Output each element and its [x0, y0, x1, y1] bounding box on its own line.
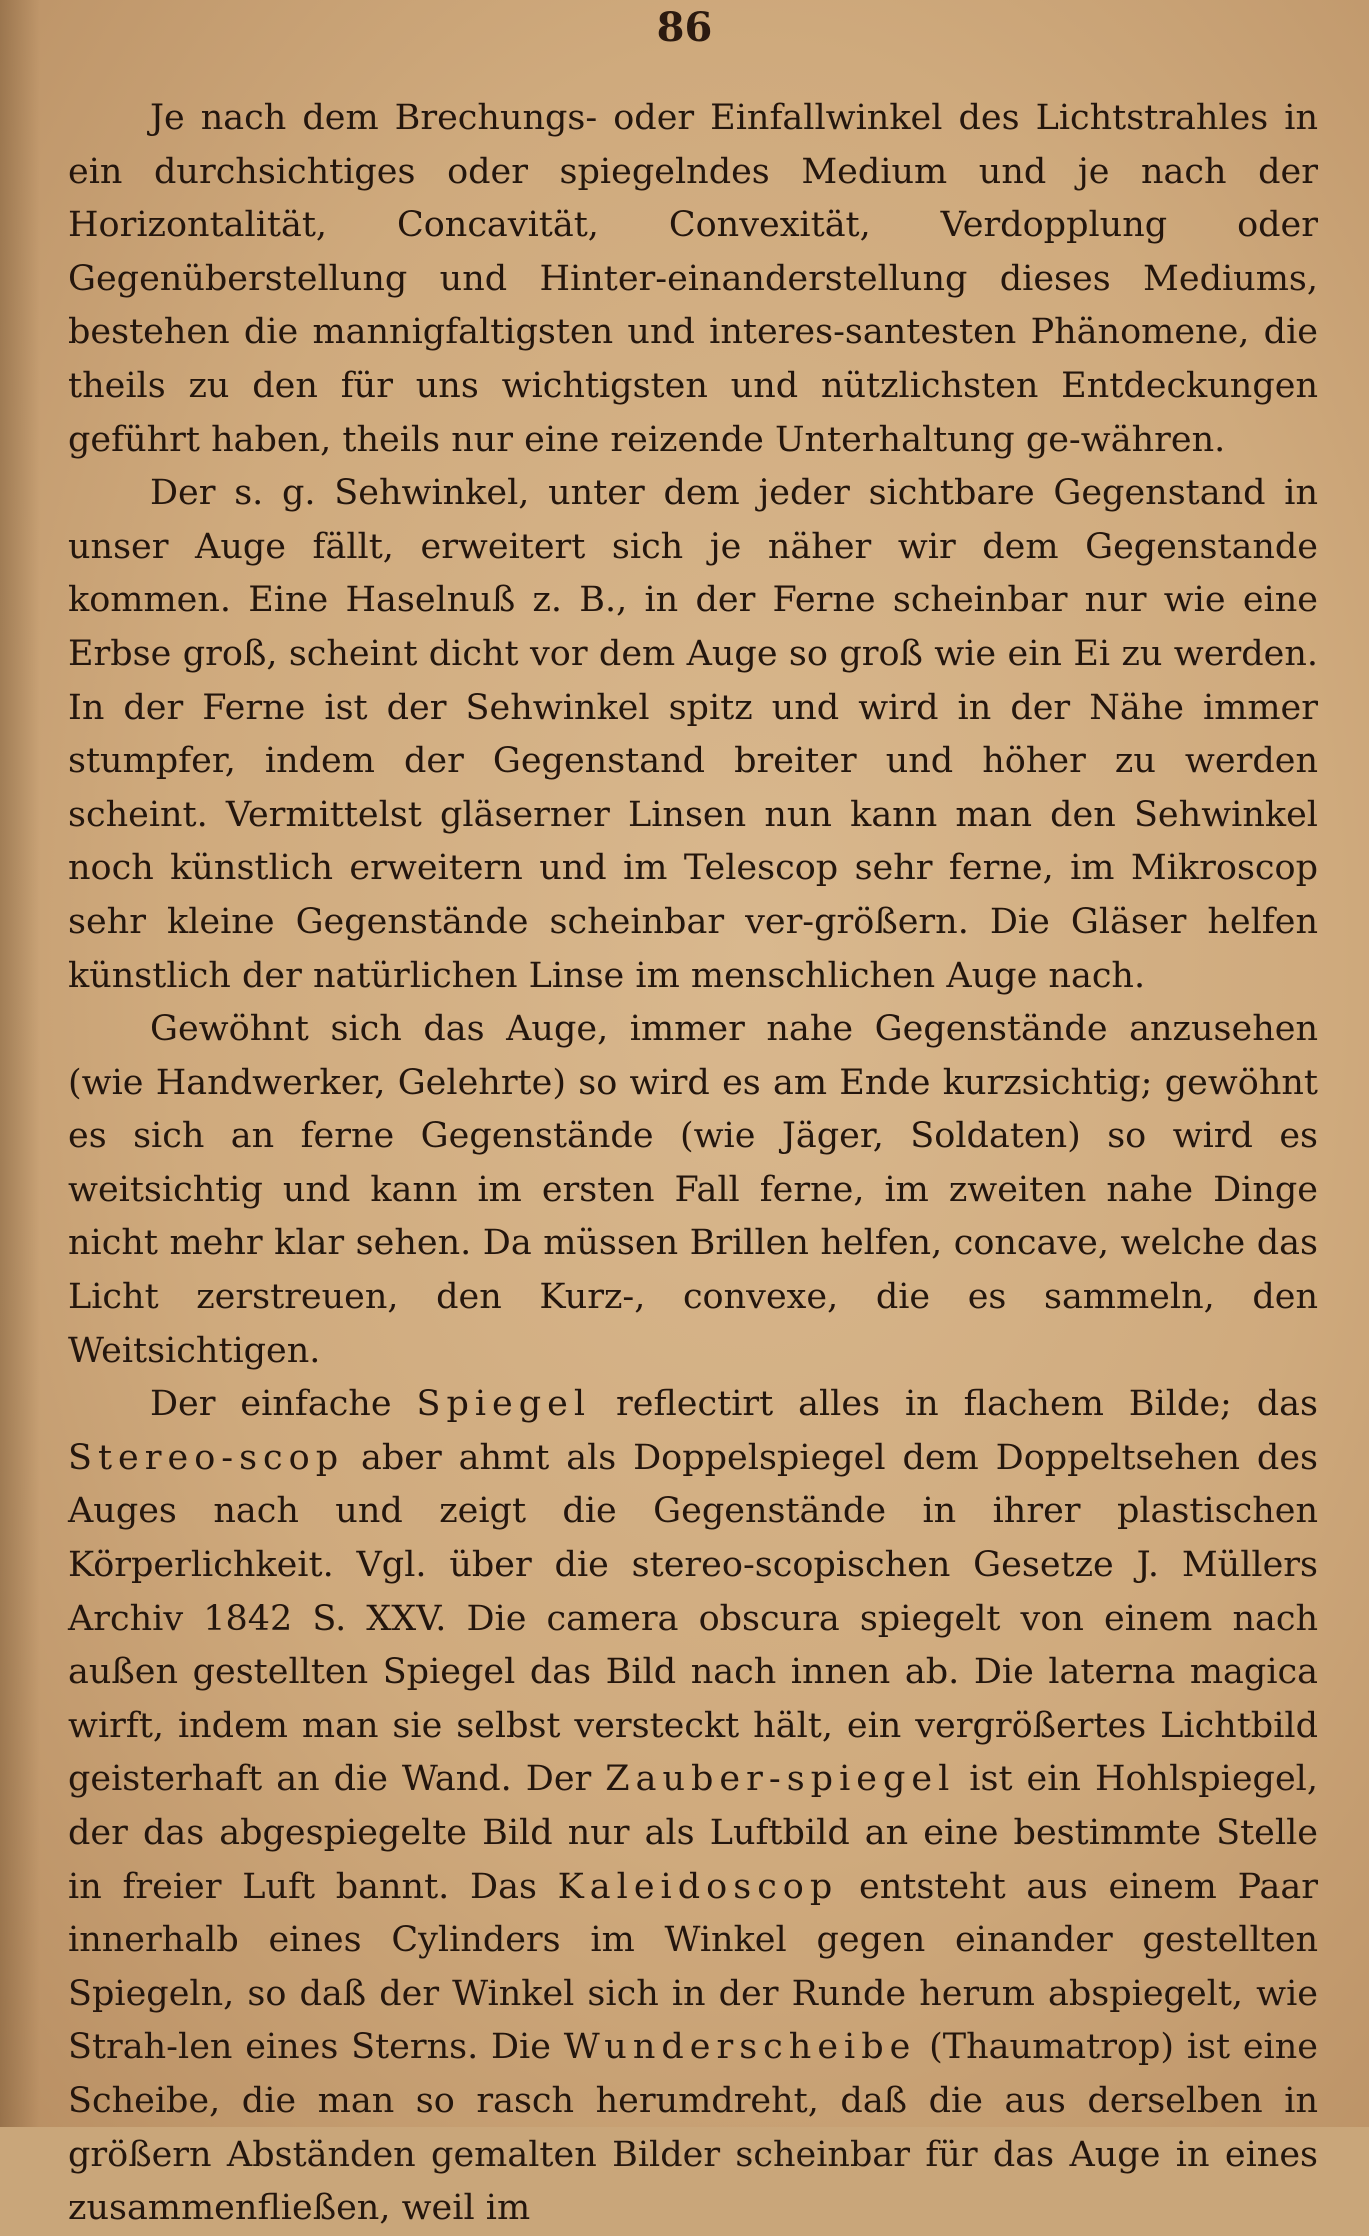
page-edge-shadow — [0, 0, 40, 2127]
paragraph-2: Der s. g. Sehwinkel, unter dem jeder sichtbare Gegenstand in unser Auge fällt, erweitert sich je näher wir dem Gegenstande kommen. Eine Haselnuß z. B., in der Ferne scheinbar nur wie eine Erbse groß, scheint dicht vor dem Auge so groß wie ein Ei zu werden. In der Ferne ist der Sehwinkel spitz und wird in der Nähe immer stumpfer, indem der Gegenstand breiter und höher zu werden scheint. Vermittelst gläserner Linsen nun kann man den Sehwinkel noch künstlich erweitern und im Telescop sehr ferne, im Mikroscop sehr kleine Gegenstände scheinbar ver-größern. Die Gläser helfen künstlich der natürlichen Linse im menschlichen Auge nach. — [68, 473, 1318, 996]
term-spiegel: Spiegel — [416, 1384, 592, 1425]
term-kaleidoscop: Kaleidoscop — [557, 1866, 839, 1907]
paragraph-1: Je nach dem Brechungs- oder Einfallwinkel des Lichtstrahles in ein durchsichtiges oder spiegelndes Medium und je nach der Horizontalität, Concavität, Convexität, Verdopplung oder Gegenüberstellung und Hinter-einanderstellung dieses Mediums, bestehen die mannigfaltigsten und interes-santesten Phänomene, die theils zu den für uns wichtigsten und nützlichsten Entdeckungen geführt haben, theils nur eine reizende Unterhaltung ge-währen. — [68, 98, 1318, 460]
paragraph-3: Gewöhnt sich das Auge, immer nahe Gegenstände anzusehen (wie Handwerker, Gelehrte) so wird es am Ende kurzsichtig; gewöhnt es sich an ferne Gegenstände (wie Jäger, Soldaten) so wird es weitsichtig und kann im ersten Fall ferne, im zweiten nahe Dinge nicht mehr klar sehen. Da müssen Brillen helfen, concave, welche das Licht zerstreuen, den Kurz-, convexe, die es sammeln, den Weitsichtigen. — [68, 1009, 1318, 1371]
paragraph-4 — [68, 1378, 1318, 2236]
paragraph-4-text: (Thaumatrop) ist eine Scheibe, die man so rasch herumdreht, daß die aus derselben in größern Abständen gemalten Bilder scheinbar für das Auge in eines zusammenfließen, weil im — [68, 2027, 1318, 2229]
paragraph-4-text: aber ahmt als Doppelspiegel dem Doppeltsehen des Auges nach und zeigt die Gegenstände in ihrer plastischen Körperlichkeit. Vgl. über die stereo-scopischen Gesetze J. Müllers Archiv 1842 S. XXV. Die camera obscura spiegelt von einem nach außen gestellten Spiegel das Bild nach innen ab. Die laterna magica wirft, indem man sie selbst versteckt hält, ein vergrößertes Lichtbild geisterhaft an die Wand. Der — [68, 1437, 1318, 1800]
term-wunderscheibe: Wunderscheibe — [563, 2027, 917, 2068]
body-text — [68, 92, 1318, 2236]
paragraph-4-text: reflectirt alles in flachem Bilde; das — [591, 1384, 1318, 1425]
term-stereoscop: Stereo-scop — [68, 1437, 345, 1478]
page-number: 86 — [656, 4, 713, 51]
term-zauberspiegel: Zauber-spiegel — [605, 1759, 956, 1800]
paragraph-4-text: Der einfache — [150, 1384, 417, 1425]
paragraph-4-text: entsteht aus einem Paar innerhalb eines Cylinders im Winkel gegen einander gestellten Spiegeln, so daß der Winkel sich in der Runde herum abspiegelt, wie Strah-len eines Sterns. Die — [68, 1866, 1319, 2068]
paragraph-4-text: ist ein Hohlspiegel, der das abgespiegelte Bild nur als Luftbild an eine bestimmte Stelle in freier Luft bannt. Das — [68, 1759, 1318, 1907]
